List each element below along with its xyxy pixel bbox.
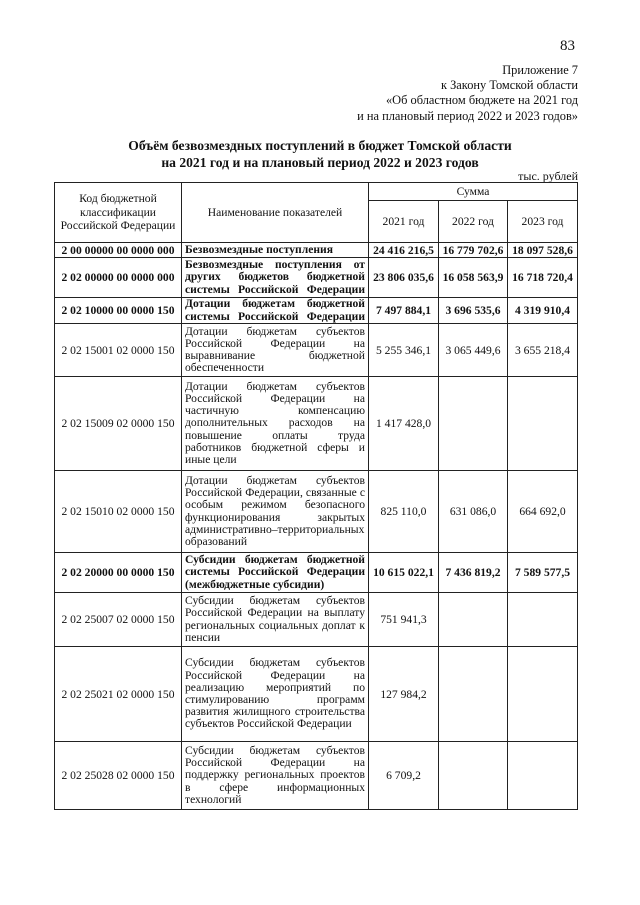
table-row [55,553,578,593]
row-value-2023: 3 655 218,4 [508,324,578,377]
row-value-2021: 127 984,2 [369,647,439,742]
page-number: 83 [560,38,575,54]
row-value-2023: 18 097 528,6 [508,243,578,258]
title-line: на 2021 год и на плановый период 2022 и 2023 годов [161,154,479,170]
row-value-2021: 23 806 035,6 [369,258,439,298]
table-row [55,258,578,298]
row-value-2022 [439,742,508,810]
table-row [55,593,578,647]
table-row [55,377,578,471]
table-row [55,243,578,258]
row-value-2023: 16 718 720,4 [508,258,578,298]
appendix-line: Приложение 7 [502,63,578,77]
appendix-line: «Об областном бюджете на 2021 год [385,93,578,108]
row-value-2022 [439,377,508,471]
row-value-2021: 5 255 346,1 [369,324,439,377]
header-2021: 2021 год [369,201,439,243]
row-value-2022: 3 696 535,6 [439,298,508,324]
row-code: 2 02 25028 02 0000 150 [55,742,182,810]
row-name: Дотации бюджетам бюджетной системы Российской Федерации [182,298,369,324]
row-value-2023: 7 589 577,5 [508,553,578,593]
row-name: Субсидии бюджетам субъектов Российской Федерации на выплату региональных социальных доплат к пенсии [182,593,369,647]
row-code: 2 02 20000 00 0000 150 [55,553,182,593]
row-code: 2 02 10000 00 0000 150 [55,298,182,324]
row-value-2022 [439,593,508,647]
row-code: 2 02 25007 02 0000 150 [55,593,182,647]
row-code: 2 00 00000 00 0000 000 [55,243,182,258]
row-name: Безвозмездные поступления [182,243,369,258]
row-code: 2 02 25021 02 0000 150 [55,647,182,742]
title-line: Объём безвозмездных поступлений в бюджет Томской области [128,138,512,153]
row-name: Субсидии бюджетам субъектов Российской Федерации на реализацию мероприятий по стимулированию программ развития жилищного строительства субъектов Российской Федерации [182,647,369,742]
row-code: 2 02 00000 00 0000 000 [55,258,182,298]
table-row [55,298,578,324]
row-value-2022: 16 779 702,6 [439,243,508,258]
row-code: 2 02 15009 02 0000 150 [55,377,182,471]
row-name: Дотации бюджетам субъектов Российской Федерации на частичную компенсацию дополнительных расходов на повышение оплаты труда работников бюджетной сферы и иные цели [182,377,369,471]
appendix-header [218,63,578,124]
row-value-2022: 631 086,0 [439,471,508,553]
row-name: Субсидии бюджетам субъектов Российской Федерации на поддержку региональных проектов в сфере информационных технологий [182,742,369,810]
header-sum: Сумма [369,183,578,201]
row-value-2023: 4 319 910,4 [508,298,578,324]
table-row [55,324,578,377]
table-row [55,471,578,553]
row-value-2023 [508,377,578,471]
header-code: Код бюджетной классификации Российской Федерации [55,183,182,243]
row-value-2021: 6 709,2 [369,742,439,810]
row-name: Дотации бюджетам субъектов Российской Федерации на выравнивание бюджетной обеспеченности [182,324,369,377]
row-value-2021: 825 110,0 [369,471,439,553]
document-title [60,138,580,171]
row-code: 2 02 15010 02 0000 150 [55,471,182,553]
row-value-2023 [508,742,578,810]
row-value-2021: 7 497 884,1 [369,298,439,324]
row-value-2022: 16 058 563,9 [439,258,508,298]
row-value-2021: 24 416 216,5 [369,243,439,258]
row-value-2022: 3 065 449,6 [439,324,508,377]
row-value-2021: 10 615 022,1 [369,553,439,593]
row-value-2023 [508,647,578,742]
header-2023: 2023 год [508,201,578,243]
row-name: Дотации бюджетам субъектов Российской Федерации, связанные с особым режимом безопасного функционирования закрытых административно–территориальных образований [182,471,369,553]
budget-table [54,182,578,810]
units-label: тыс. рублей [518,169,578,183]
row-code: 2 02 15001 02 0000 150 [55,324,182,377]
appendix-line: к Закону Томской области [440,78,578,93]
table-row [55,742,578,810]
header-2022: 2022 год [439,201,508,243]
row-value-2022 [439,647,508,742]
row-value-2023 [508,593,578,647]
row-name: Субсидии бюджетам бюджетной системы Российской Федерации (межбюджетные субсидии) [182,553,369,593]
row-value-2021: 751 941,3 [369,593,439,647]
header-name: Наименование показателей [182,183,369,243]
row-value-2022: 7 436 819,2 [439,553,508,593]
table-row [55,647,578,742]
row-value-2021: 1 417 428,0 [369,377,439,471]
appendix-line: и на плановый период 2022 и 2023 годов» [357,108,578,123]
row-value-2023: 664 692,0 [508,471,578,553]
row-name: Безвозмездные поступления от других бюджетов бюджетной системы Российской Федерации [182,258,369,298]
